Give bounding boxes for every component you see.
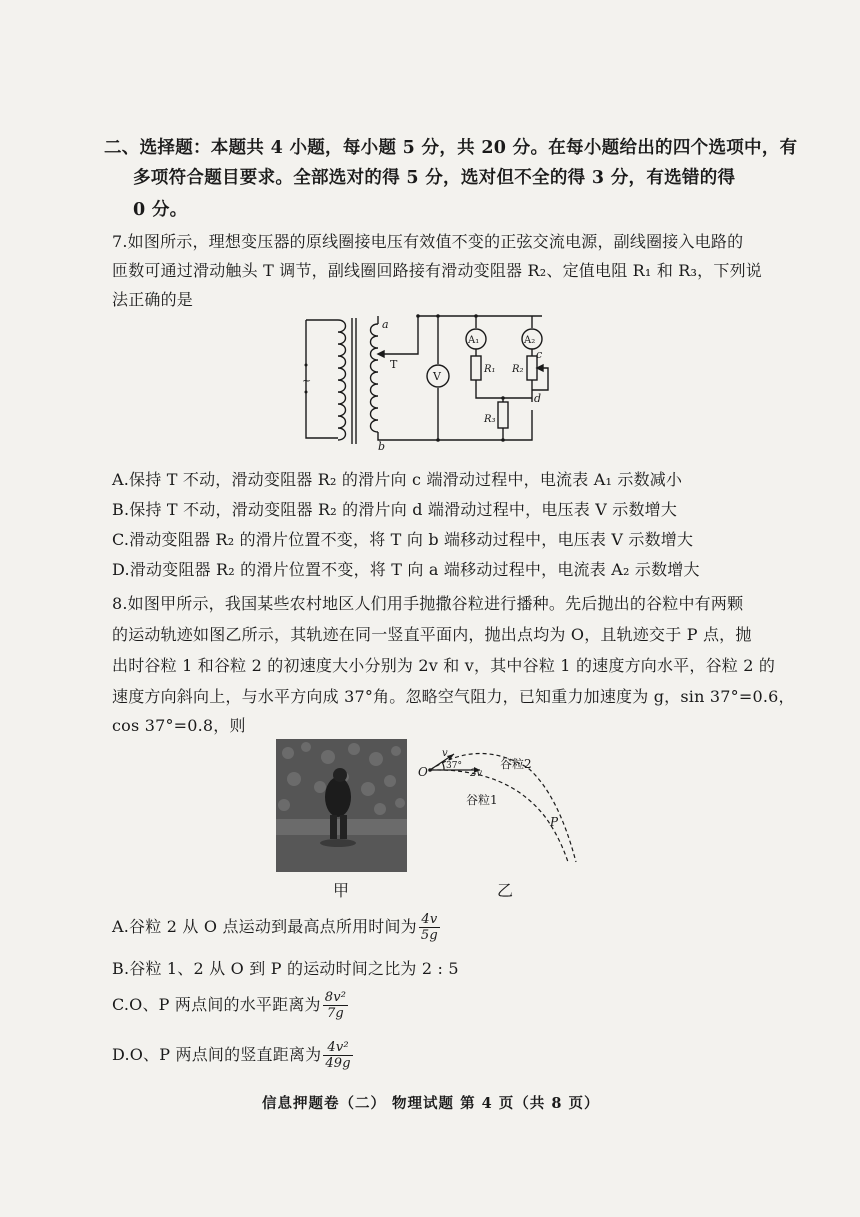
q8-option-C-fraction bbox=[323, 990, 348, 1021]
ammeter-A1-label: A₁ bbox=[468, 335, 480, 346]
terminal-a-label: a bbox=[382, 318, 389, 331]
q8-stem-line5: cos 37°=0.8，则 bbox=[112, 716, 246, 735]
figure-caption-yi: 乙 bbox=[497, 881, 514, 900]
voltmeter-label: V bbox=[433, 370, 441, 383]
figure-caption-jia: 甲 bbox=[333, 881, 350, 900]
q7-stem-line3: 法正确的是 bbox=[112, 290, 194, 309]
q8-option-D-denominator: 49g bbox=[325, 1056, 351, 1071]
page-footer: 信息押题卷（二） 物理试题 第 4 页（共 8 页） bbox=[262, 1095, 600, 1112]
q7-option-A: A.保持 T 不动，滑动变阻器 R₂ 的滑片向 c 端滑动过程中，电流表 A₁ 示数减小 bbox=[112, 470, 683, 489]
q8-stem-line2: 的运动轨迹如图乙所示，其轨迹在同一竖直平面内，抛出点均为 O，且轨迹交于 P 点，抛 bbox=[112, 625, 752, 644]
resistor-R2-label: R₂ bbox=[512, 364, 524, 375]
q7-stem-line1: 7.如图所示，理想变压器的原线圈接电压有效值不变的正弦交流电源，副线圈接入电路的 bbox=[112, 232, 744, 251]
q8-option-C-denominator: 7g bbox=[326, 1006, 344, 1021]
q8-option-D-text: D.O、P 两点间的竖直距离为 bbox=[112, 1045, 322, 1064]
q8-option-A-numerator: 4v bbox=[419, 912, 440, 928]
q8-option-C bbox=[112, 990, 348, 1021]
q8-option-D-numerator: 4v² bbox=[323, 1040, 352, 1056]
trajectory-diagram bbox=[418, 744, 588, 874]
q8-stem-line1: 8.如图甲所示，我国某些农村地区人们用手抛撒谷粒进行播种。先后抛出的谷粒中有两颗 bbox=[112, 594, 744, 613]
q8-option-C-text: C.O、P 两点间的水平距离为 bbox=[112, 995, 321, 1014]
slider-T-label: T bbox=[390, 358, 398, 371]
q7-stem-line2: 匝数可通过滑动触头 T 调节，副线圈回路接有滑动变阻器 R₂、定值电阻 R₁ 和 R₃，下列说 bbox=[112, 261, 762, 280]
point-O-label: O bbox=[418, 765, 428, 779]
q8-option-A-denominator: 5g bbox=[420, 928, 438, 943]
q7-option-B: B.保持 T 不动，滑动变阻器 R₂ 的滑片向 d 端滑动过程中，电压表 V 示数增大 bbox=[112, 500, 678, 519]
transformer-circuit-diagram bbox=[296, 310, 566, 455]
section-header-line2: 多项符合题目要求。全部选对的得 5 分，选对但不全的得 3 分，有选错的得 bbox=[133, 168, 736, 188]
q7-option-D: D.滑动变阻器 R₂ 的滑片位置不变，将 T 向 a 端移动过程中，电流表 A₂ 示数增大 bbox=[112, 560, 700, 579]
q7-option-C: C.滑动变阻器 R₂ 的滑片位置不变，将 T 向 b 端移动过程中，电压表 V 示数增大 bbox=[112, 530, 694, 549]
q8-option-D-fraction bbox=[323, 1040, 352, 1071]
q8-option-A bbox=[112, 912, 440, 943]
angle-37-label: 37° bbox=[446, 761, 462, 771]
sowing-photo bbox=[276, 739, 407, 872]
section-header-line1: 二、选择题：本题共 4 小题，每小题 5 分，共 20 分。在每小题给出的四个选项中，有 bbox=[104, 138, 798, 158]
q8-option-B: B.谷粒 1、2 从 O 到 P 的运动时间之比为 2 : 5 bbox=[112, 959, 459, 978]
point-P-label: P bbox=[550, 815, 559, 829]
terminal-b-label: b bbox=[378, 440, 386, 453]
q8-stem-line3: 出时谷粒 1 和谷粒 2 的初速度大小分别为 2v 和 v，其中谷粒 1 的速度方向水平，谷粒 2 的 bbox=[112, 656, 776, 675]
grain-1-label: 谷粒1 bbox=[466, 793, 498, 807]
q8-option-A-fraction bbox=[419, 912, 440, 943]
grain-2-label: 谷粒2 bbox=[500, 757, 532, 771]
q8-stem-line4: 速度方向斜向上，与水平方向成 37°角。忽略空气阻力，已知重力加速度为 g，sin 37°=0.6， bbox=[112, 687, 795, 706]
section-header-line3: 0 分。 bbox=[133, 200, 188, 220]
resistor-R3-label: R₃ bbox=[484, 414, 496, 425]
q8-option-C-numerator: 8v² bbox=[324, 990, 347, 1005]
slider-end-c-label: c bbox=[536, 348, 543, 361]
velocity-2v-label: 2v bbox=[470, 768, 483, 779]
velocity-v-label: v bbox=[442, 748, 448, 759]
q8-option-A-text: A.谷粒 2 从 O 点运动到最高点所用时间为 bbox=[112, 917, 417, 936]
slider-end-d-label: d bbox=[534, 392, 542, 405]
resistor-R1-label: R₁ bbox=[484, 364, 496, 375]
ac-source-symbol: ~ bbox=[302, 374, 312, 387]
q8-option-D bbox=[112, 1040, 353, 1071]
ammeter-A2-label: A₂ bbox=[524, 335, 536, 346]
